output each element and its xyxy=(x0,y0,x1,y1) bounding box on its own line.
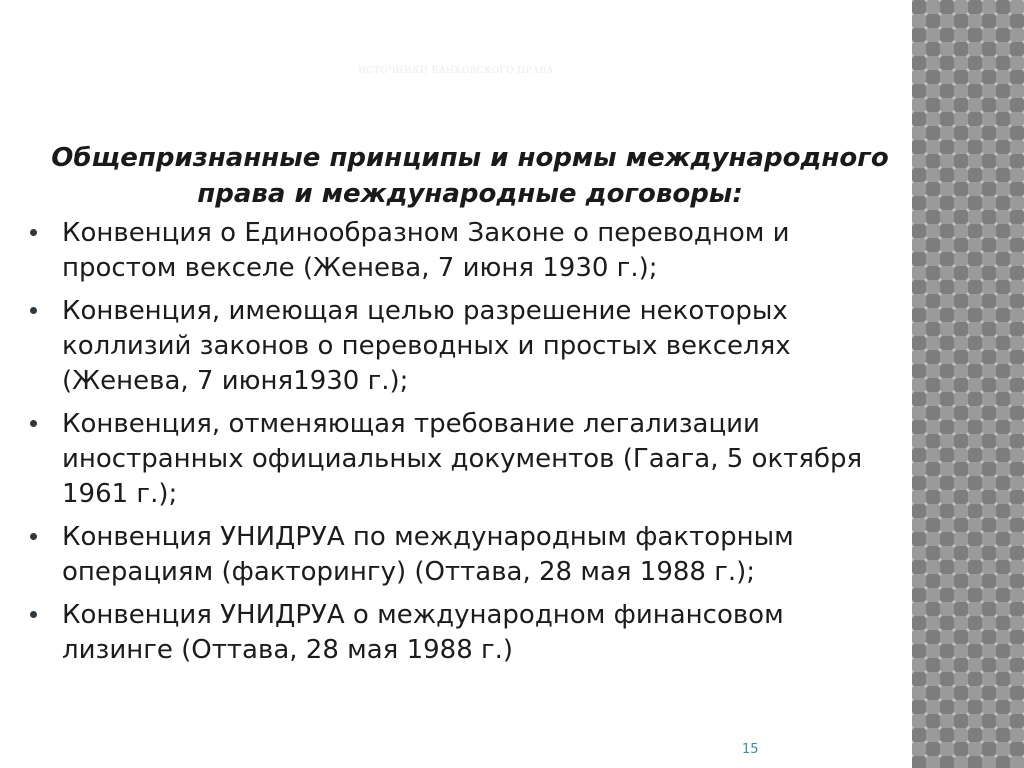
list-item-text: Конвенция УНИДРУА по международным факторным операциям (факторингу) (Оттава, 28 мая 1988 г.); xyxy=(62,522,794,587)
list-item-text: Конвенция УНИДРУА о международном финансовом лизинге (Оттава, 28 мая 1988 г.) xyxy=(62,600,784,665)
list-item xyxy=(30,407,890,512)
list-item xyxy=(30,520,890,590)
bullet-icon xyxy=(30,611,37,618)
slide-content xyxy=(30,140,890,676)
list-item-text: Конвенция о Единообразном Законе о переводном и простом векселе (Женева, 7 июня 1930 г.); xyxy=(62,218,790,283)
bullet-icon xyxy=(30,533,37,540)
page-number: 15 xyxy=(742,742,759,757)
bullet-icon xyxy=(30,229,37,236)
convention-list xyxy=(30,216,890,668)
slide-title-faint: ИСТОЧНИКИ БАНКОВСКОГО ПРАВА xyxy=(358,66,554,76)
bullet-icon xyxy=(30,420,37,427)
list-item xyxy=(30,598,890,668)
list-item-text: Конвенция, имеющая целью разрешение некоторых коллизий законов о переводных и простых векселях (Женева, 7 июня1930 г.); xyxy=(62,296,791,396)
list-item-text: Конвенция, отменяющая требование легализации иностранных официальных документов (Гаага, 5 октября 1961 г.); xyxy=(62,409,863,509)
bullet-icon xyxy=(30,307,37,314)
list-item xyxy=(30,216,890,286)
slide-heading: Общепризнанные принципы и нормы международного права и международные договоры: xyxy=(51,143,889,209)
decorative-side-pattern xyxy=(912,0,1024,768)
list-item xyxy=(30,294,890,399)
